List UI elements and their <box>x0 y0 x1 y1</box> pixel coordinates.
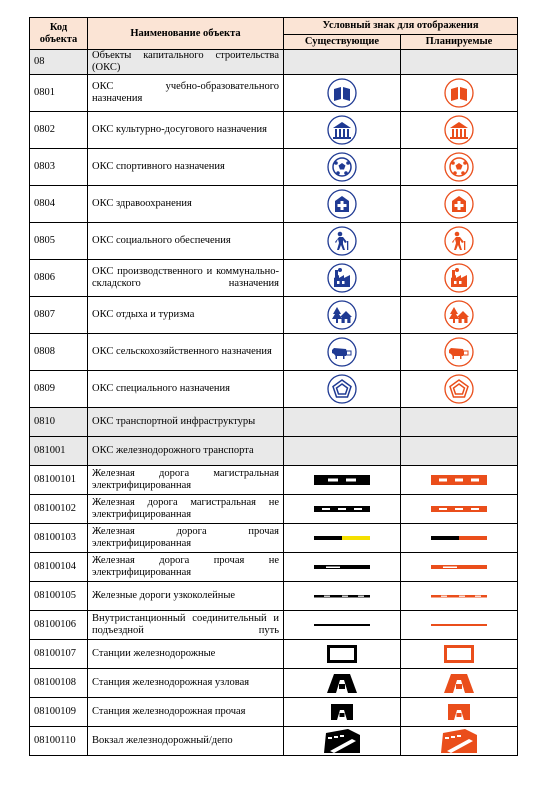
table-row <box>30 50 518 75</box>
planned-symbol <box>401 437 518 466</box>
name-header: Наименование объекта <box>88 18 284 50</box>
existing-symbol <box>284 582 401 611</box>
table-row <box>30 260 518 297</box>
planned-symbol <box>401 611 518 640</box>
planned-symbol <box>401 727 518 756</box>
object-name: ОКС производственного и коммунально-складского назначения <box>88 260 284 297</box>
planned-symbol <box>401 371 518 408</box>
existing-symbol <box>284 669 401 698</box>
object-name: Железная дорога прочая электрифицированная <box>88 524 284 553</box>
object-code: 08100104 <box>30 553 88 582</box>
soccer-ball-icon <box>444 161 474 172</box>
object-code: 0806 <box>30 260 88 297</box>
object-code: 0807 <box>30 297 88 334</box>
elderly-person-icon <box>327 235 357 246</box>
cow-icon <box>444 346 474 357</box>
table-row <box>30 669 518 698</box>
existing-symbol <box>284 260 401 297</box>
rail-siding-line <box>314 619 370 630</box>
existing-symbol <box>284 640 401 669</box>
planned-symbol <box>401 553 518 582</box>
symbol-header: Условный знак для отображения <box>284 18 518 35</box>
object-name: Станции железнодорожные <box>88 640 284 669</box>
object-name: Железная дорога магистральная электрифицированная <box>88 466 284 495</box>
existing-symbol <box>284 408 401 437</box>
table-row <box>30 334 518 371</box>
existing-symbol <box>284 50 401 75</box>
table-row <box>30 149 518 186</box>
planned-symbol <box>401 50 518 75</box>
existing-symbol <box>284 611 401 640</box>
rail-other-line <box>314 561 370 572</box>
object-name: Железная дорога магистральная не электрифицированная <box>88 495 284 524</box>
planned-symbol <box>401 524 518 553</box>
rail-narrow-line <box>431 590 487 601</box>
existing-symbol <box>284 149 401 186</box>
planned-symbol <box>401 582 518 611</box>
planned-symbol <box>401 698 518 727</box>
book-icon <box>327 87 357 98</box>
existing-symbol <box>284 371 401 408</box>
planned-symbol <box>401 495 518 524</box>
object-code: 0805 <box>30 223 88 260</box>
object-code: 0803 <box>30 149 88 186</box>
object-code: 0801 <box>30 75 88 112</box>
object-name: ОКС железнодорожного транспорта <box>88 437 284 466</box>
table-row <box>30 495 518 524</box>
object-code: 08100105 <box>30 582 88 611</box>
object-name: ОКС специального назначения <box>88 371 284 408</box>
object-code: 08100101 <box>30 466 88 495</box>
factory-icon <box>327 272 357 283</box>
object-name: ОКС отдыха и туризма <box>88 297 284 334</box>
table-row <box>30 186 518 223</box>
depot-icon <box>322 735 362 746</box>
object-name: Станция железнодорожная узловая <box>88 669 284 698</box>
object-code: 08100110 <box>30 727 88 756</box>
rail-main-electric-line <box>314 474 370 485</box>
existing-symbol <box>284 727 401 756</box>
object-name: ОКС культурно-досугового назначения <box>88 112 284 149</box>
existing-symbol <box>284 186 401 223</box>
existing-symbol <box>284 334 401 371</box>
object-name: Железные дороги узкоколейные <box>88 582 284 611</box>
existing-header: Существующие <box>284 35 401 50</box>
object-code: 08100108 <box>30 669 88 698</box>
object-name: Станция железнодорожная прочая <box>88 698 284 727</box>
pentagon-icon <box>327 383 357 394</box>
table-row <box>30 727 518 756</box>
planned-symbol <box>401 186 518 223</box>
planned-symbol <box>401 640 518 669</box>
rail-other-electric-line <box>314 532 370 543</box>
table-row <box>30 223 518 260</box>
object-code: 081001 <box>30 437 88 466</box>
object-code: 0809 <box>30 371 88 408</box>
existing-symbol <box>284 112 401 149</box>
existing-symbol <box>284 223 401 260</box>
table-row <box>30 437 518 466</box>
object-name: ОКС здравоохранения <box>88 186 284 223</box>
object-name: ОКС социального обеспечения <box>88 223 284 260</box>
tree-house-icon <box>444 309 474 320</box>
table-row <box>30 698 518 727</box>
junction-station-icon <box>325 677 359 688</box>
object-code: 08 <box>30 50 88 75</box>
junction-station-icon <box>442 677 476 688</box>
legend-table <box>29 17 518 756</box>
object-code: 08100106 <box>30 611 88 640</box>
museum-icon <box>327 124 357 135</box>
code-header: Код объекта <box>30 18 88 50</box>
object-name: ОКС сельскохозяйственного назначения <box>88 334 284 371</box>
other-station-icon <box>331 706 353 717</box>
other-station-icon <box>448 706 470 717</box>
table-row <box>30 112 518 149</box>
object-code: 0802 <box>30 112 88 149</box>
table-row <box>30 553 518 582</box>
table-row <box>30 611 518 640</box>
existing-symbol <box>284 75 401 112</box>
table-row <box>30 524 518 553</box>
table-row <box>30 75 518 112</box>
existing-symbol <box>284 524 401 553</box>
planned-symbol <box>401 669 518 698</box>
first-aid-icon <box>444 198 474 209</box>
object-name: ОКС транспортной инфраструктуры <box>88 408 284 437</box>
object-code: 0804 <box>30 186 88 223</box>
first-aid-icon <box>327 198 357 209</box>
rail-other-electric-line <box>431 532 487 543</box>
tree-house-icon <box>327 309 357 320</box>
planned-symbol <box>401 75 518 112</box>
table-row <box>30 640 518 669</box>
planned-symbol <box>401 408 518 437</box>
table-row <box>30 408 518 437</box>
rail-main-line <box>431 503 487 514</box>
museum-icon <box>444 124 474 135</box>
pentagon-icon <box>444 383 474 394</box>
planned-symbol <box>401 297 518 334</box>
existing-symbol <box>284 437 401 466</box>
table-row <box>30 371 518 408</box>
table-row <box>30 582 518 611</box>
object-name: Внутристанционный соединительный и подъездной путь <box>88 611 284 640</box>
book-icon <box>444 87 474 98</box>
rail-main-electric-line <box>431 474 487 485</box>
object-code: 08100107 <box>30 640 88 669</box>
object-name: ОКС учебно-образовательного назначения <box>88 75 284 112</box>
depot-icon <box>439 735 479 746</box>
planned-symbol <box>401 149 518 186</box>
rail-narrow-line <box>314 590 370 601</box>
rail-siding-line <box>431 619 487 630</box>
object-name: Железная дорога прочая не электрифицированная <box>88 553 284 582</box>
rail-other-line <box>431 561 487 572</box>
planned-symbol <box>401 466 518 495</box>
object-code: 08100109 <box>30 698 88 727</box>
station-rect-icon <box>444 648 474 659</box>
table-row <box>30 466 518 495</box>
table-row <box>30 297 518 334</box>
existing-symbol <box>284 495 401 524</box>
existing-symbol <box>284 297 401 334</box>
existing-symbol <box>284 553 401 582</box>
object-code: 08100103 <box>30 524 88 553</box>
object-code: 08100102 <box>30 495 88 524</box>
planned-symbol <box>401 334 518 371</box>
soccer-ball-icon <box>327 161 357 172</box>
object-code: 0810 <box>30 408 88 437</box>
elderly-person-icon <box>444 235 474 246</box>
planned-symbol <box>401 223 518 260</box>
object-name: Объекты капитального строительства (ОКС) <box>88 50 284 75</box>
planned-symbol <box>401 112 518 149</box>
existing-symbol <box>284 466 401 495</box>
planned-symbol <box>401 260 518 297</box>
object-name: ОКС спортивного назначения <box>88 149 284 186</box>
rail-main-line <box>314 503 370 514</box>
object-name: Вокзал железнодорожный/депо <box>88 727 284 756</box>
cow-icon <box>327 346 357 357</box>
factory-icon <box>444 272 474 283</box>
existing-symbol <box>284 698 401 727</box>
object-code: 0808 <box>30 334 88 371</box>
planned-header: Планируемые <box>401 35 518 50</box>
station-rect-icon <box>327 648 357 659</box>
